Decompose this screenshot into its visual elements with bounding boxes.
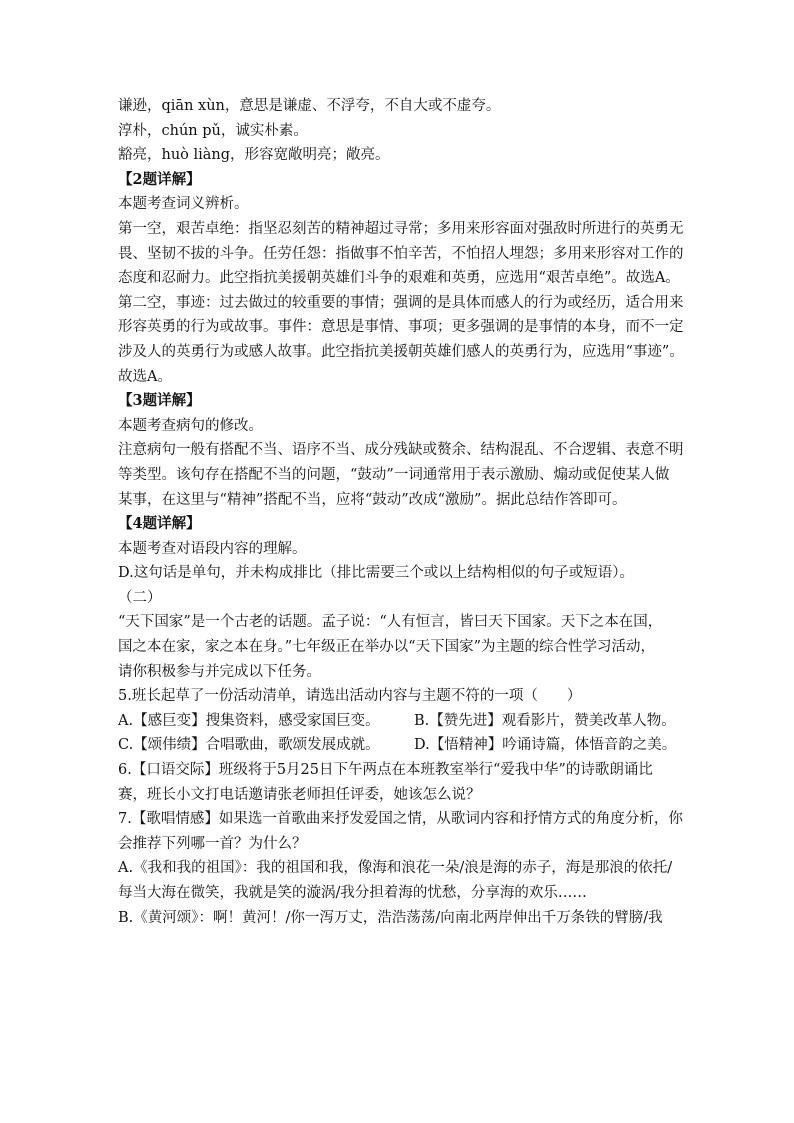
text-line: 形容英勇的行为或故事。事件：意思是事情、事项；更多强调的是事情的本身，而不一定 [118,319,684,336]
text-line: 某事，在这里与“精神”搭配不当，应将“鼓动”改成“激励”。据此总结作答即可。 [118,491,627,508]
text-line: 豁亮，huò liàng，形容宽敞明亮；敞亮。 [118,147,390,164]
text-line: 涉及人的英勇行为或感人故事。此空指抗美援朝英雄们感人的英勇行为，应选用“事迹”。 [118,343,684,360]
section-heading-2: 【2题详解】 [118,170,201,188]
text-line: 本题考查对语段内容的理解。 [118,540,307,557]
text-line: D.这句话是单句，并未构成排比（排比需要三个或以上结构相似的句子或短语）。 [118,565,634,582]
document-body [118,94,684,930]
text-line: 注意病句一般有搭配不当、语序不当、成分残缺或赘余、结构混乱、不合逻辑、表意不明 [118,442,684,459]
question-5: 5.班长起草了一份活动清单，请选出活动内容与主题不符的一项（ ） [118,688,582,705]
text-line: 赛，班长小文打电话邀请张老师担任评委，她该怎么说？ [118,786,481,803]
section-heading-3: 【3题详解】 [118,392,201,410]
text-line: 本题考查词义辨析。 [118,196,249,213]
text-line: 国之本在家，家之本在身。”七年级正在举办以“天下国家”为主题的综合性学习活动， [118,639,655,656]
text-line: 等类型。该句存在搭配不当的问题，“鼓动”一词通常用于表示激励、煽动或促使某人做 [118,466,670,483]
option-row [118,733,678,758]
text-line: 故选A。 [118,368,172,385]
option-b: B.【赞先进】观看影片，赞美改革人物。 [414,712,676,729]
text-line: 第二空，事迹：过去做过的较重要的事情；强调的是具体而感人的行为或经历，适合用来 [118,294,684,311]
part-heading: （二） [118,589,162,606]
text-line: A.《我和我的祖国》：我的祖国和我，像海和浪花一朵/浪是海的赤子，海是那浪的依托/ [118,860,673,877]
option-row [118,709,678,734]
option-a: A.【感巨变】搜集资料，感受家国巨变。 [118,712,380,729]
option-d: D.【悟精神】吟诵诗篇，体悟音韵之美。 [414,737,677,754]
text-line: 会推荐下列哪一首？为什么？ [118,835,307,852]
question-6: 6.【口语交际】班级将于5月25日下午两点在本班教室举行“爱我中华”的诗歌朗诵比 [118,762,653,779]
text-line: 第一空，艰苦卓绝：指坚忍刻苦的精神超过寻常；多用来形容面对强敌时所进行的英勇无 [118,220,684,237]
text-line: 谦逊，qiān xùn，意思是谦虚、不浮夸，不自大或不虚夸。 [118,98,501,114]
text-line: 态度和忍耐力。此空指抗美援朝英雄们斗争的艰难和英勇，应选用“艰苦卓绝”。故选A。 [118,270,680,287]
question-7: 7.【歌唱情感】如果选一首歌曲来抒发爱国之情，从歌词内容和抒情方式的角度分析，你 [118,811,683,828]
text-line: 每当大海在微笑，我就是笑的漩涡/我分担着海的忧愁，分享海的欢乐…… [118,885,587,901]
text-line: B.《黄河颂》：啊！黄河！/你一泻万丈，浩浩荡荡/向南北两岸伸出千万条铁的臂膀/我 [118,909,663,926]
text-line: 淳朴，chún pǔ，诚实朴素。 [118,122,308,139]
option-c: C.【颂伟绩】合唱歌曲，歌颂发展成就。 [118,737,380,754]
text-line: “天下国家”是一个古老的话题。孟子说：“人有恒言，皆曰天下国家。天下之本在国， [118,614,663,631]
text-line: 本题考查病句的修改。 [118,417,263,434]
text-line: 请你积极参与并完成以下任务。 [118,663,321,680]
text-line: 畏、坚韧不拔的斗争。任劳任怨：指做事不怕辛苦，不怕招人埋怨；多用来形容对工作的 [118,245,684,262]
section-heading-4: 【4题详解】 [118,515,201,533]
